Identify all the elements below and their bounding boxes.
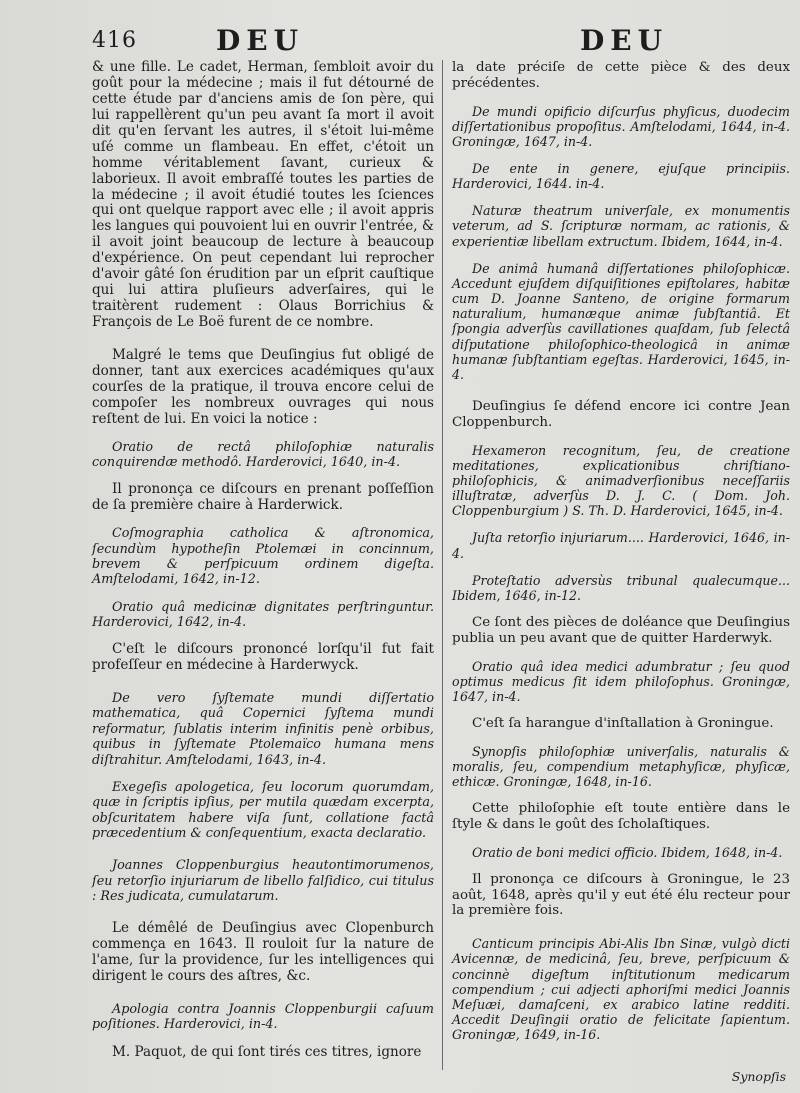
page-number: 416	[92, 28, 137, 53]
column-divider	[442, 60, 443, 1070]
bibliographic-entry: De mundi opificio diſcurſus phyſicus, duodecim diſſertationibus propoſitus. Amſtelodami, 1644, in-4. Groningæ, 1647, in-4.	[452, 103, 790, 149]
paragraph: & une fille. Le cadet, Herman, ſembloit avoir du goût pour la médecine ; mais il fut détourné de cette étude par d'anciens amis de ſon père, qui lui rappellèrent qu'un peu avant ſa mort il avoit dit qu'en ſervant les autres, il s'étoit lui-même uſé comme un flambeau. En effet, c'étoit un homme véritablement ſavant, curieux & laborieux. Il avoit embraſſé toutes les parties de la médecine ; il avoit étudié toutes les ſciences qui ont quelque rapport avec elle ; il avoit appris les langues qui pouvoient lui en ouvrir l'entrée, & il avoit joint beaucoup de lecture à beaucoup d'expérience. On peut cependant lui reprocher d'avoir gâté ſon érudition par un eſprit cauſtique qui lui attira pluſieurs adverſaires, qui le traitèrent rudement : Olaus Borrichius & François de Le Boë furent de ce nombre.	[92, 59, 434, 330]
bibliographic-entry: Oratio de rectâ philoſophiæ naturalis conquirendæ methodô. Harderovici, 1640, in-4.	[92, 439, 434, 470]
right-column	[452, 60, 790, 1042]
bibliographic-entry: Exegeſis apologetica, ſeu locorum quorumdam, quæ in ſcriptis ipſius, per mutila quædam excerpta, obſcuritatem habere viſa ſunt, collatione factâ præcedentium & conſequentium, exacta declaratio.	[92, 779, 434, 841]
paragraph: Il prononça ce diſcours à Groningue, le 23 août, 1648, après qu'il y eut été élu recteur pour la première fois.	[452, 871, 790, 919]
bibliographic-entry: Synopſis philoſophiæ univerſalis, naturalis & moralis, ſeu, compendium metaphyſicæ, phyſicæ, ethicæ. Groningæ, 1648, in-16.	[452, 743, 790, 790]
paragraph: M. Paquot, de qui ſont tirés ces titres, ignore	[112, 1043, 422, 1060]
bibliographic-entry: De ente in genere, ejuſque principiis. Harderovici, 1644. in-4.	[452, 161, 790, 192]
bibliographic-entry: De vero ſyſtemate mundi diſſertatio mathematica, quâ Copernici ſyſtema mundi reformatur, ſublatis interim infinitis penè orbibus, quibus in ſyſtemate Ptolemaïco humana mens diſtrahitur. Amſtelodami, 1643, in-4.	[92, 691, 434, 768]
paragraph: Deuſingius ſe défend encore ici contre Jean Cloppenburch.	[452, 399, 790, 430]
left-column	[92, 60, 434, 1061]
bibliographic-entry: Oratio quâ idea medici adumbratur ; ſeu quod optimus medicus ſit idem philoſophus. Groningæ, 1647, in-4.	[452, 658, 790, 704]
bibliographic-entry: Oratio de boni medici officio. Ibidem, 1648, in-4.	[472, 844, 783, 860]
paragraph: Cette philoſophie eſt toute entière dans le ſtyle & dans le goût des ſcholaſtiques.	[452, 801, 790, 832]
bibliographic-entry: De animâ humanâ diſſertationes philoſophicæ. Accedunt ejuſdem diſquiſitiones epiſtolares, habitæ cum D. Joanne Santeno, de origine formarum naturalium, humanæque animæ ſubſtantiâ. Et ſpongia adverſùs cavillationes quaſdam, ſub ſelectâ diſputatione philoſophico-theologicâ in animæ humanæ ſubſtantiam egeſtas. Harderovici, 1645, in-4.	[452, 260, 790, 382]
bibliographic-entry: Joannes Cloppenburgius heautontimorumenos, ſeu retorſio injuriarum de libello falſidico, cui titulus : Res judicata, cumulatarum.	[92, 858, 434, 904]
bibliographic-entry: Juſta retorſio injuriarum.... Harderovici, 1646, in-4.	[452, 530, 790, 561]
bibliographic-entry: Naturæ theatrum univerſale, ex monumentis veterum, ad S. ſcripturæ normam, ac rationis, & experientiæ libellam extructum. Ibidem, 1644, in-4.	[452, 203, 790, 249]
running-head-left: DEU	[216, 24, 305, 57]
paragraph: la date préciſe de cette pièce & des deux précédentes.	[452, 60, 790, 91]
bibliographic-entry: Proteſtatio adversùs tribunal qualecumque... Ibidem, 1646, in-12.	[452, 572, 790, 603]
bibliographic-entry: Oratio quâ medicinæ dignitates perſtringuntur. Harderovici, 1642, in-4.	[92, 599, 434, 630]
catchword: Synopſis	[731, 1069, 786, 1084]
running-header	[0, 22, 800, 62]
bibliographic-entry: Coſmographia catholica & aſtronomica, ſecundùm hypotheſin Ptolemæi in concinnum, brevem & perſpicuum ordinem digeſta. Amſtelodami, 1642, in-12.	[92, 526, 434, 588]
running-head-right: DEU	[580, 24, 669, 57]
paragraph: Malgré le tems que Deuſingius fut obligé de donner, tant aux exercices académiques qu'aux courſes de la pratique, il trouva encore celui de compoſer les nombreux ouvrages qui nous reſtent de lui. En voici la notice :	[92, 346, 434, 427]
paragraph: C'eſt le diſcours prononcé lorſqu'il fut fait profeſſeur en médecine à Harderwyck.	[92, 641, 434, 674]
paragraph: C'eſt ſa harangue d'inſtallation à Groningue.	[472, 715, 774, 731]
paragraph: Il prononça ce diſcours en prenant poſſeſſion de ſa première chaire à Harderwick.	[92, 481, 434, 514]
paragraph: Ce ſont des pièces de doléance que Deuſingius publia un peu avant que de quitter Harderwyk.	[452, 614, 790, 646]
bibliographic-entry: Hexameron recognitum, ſeu, de creatione meditationes, explicationibus chriſtiano-philoſophicis, & animadverſionibus neceſſariis illuſtratæ, adverſùs D. J. C. ( Dom. Joh. Cloppenburgium ) S. Th. D. Harderovici, 1645, in-4.	[452, 442, 790, 519]
paragraph: Le démêlé de Deuſingius avec Clopenburch commença en 1643. Il rouloit ſur la nature de l'ame, ſur la providence, ſur les intelligences qui dirigent le cours des aſtres, &c.	[92, 920, 434, 985]
bibliographic-entry: Apologia contra Joannis Cloppenburgii caſuum poſitiones. Harderovici, in-4.	[92, 1002, 434, 1033]
bibliographic-entry: Canticum principis Abi-Alis Ibn Sinæ, vulgò dicti Avicennæ, de medicinâ, ſeu, breve, perſpicuum & concinnè digeſtum inſtitutionum medicarum compendium ; cui adjecti aphoriſmi medici Joannis Meſuæi, damaſceni, ex arabico latine redditi. Accedit Deuſingii oratio de felicitate ſapientum. Groningæ, 1649, in-16.	[452, 936, 790, 1043]
